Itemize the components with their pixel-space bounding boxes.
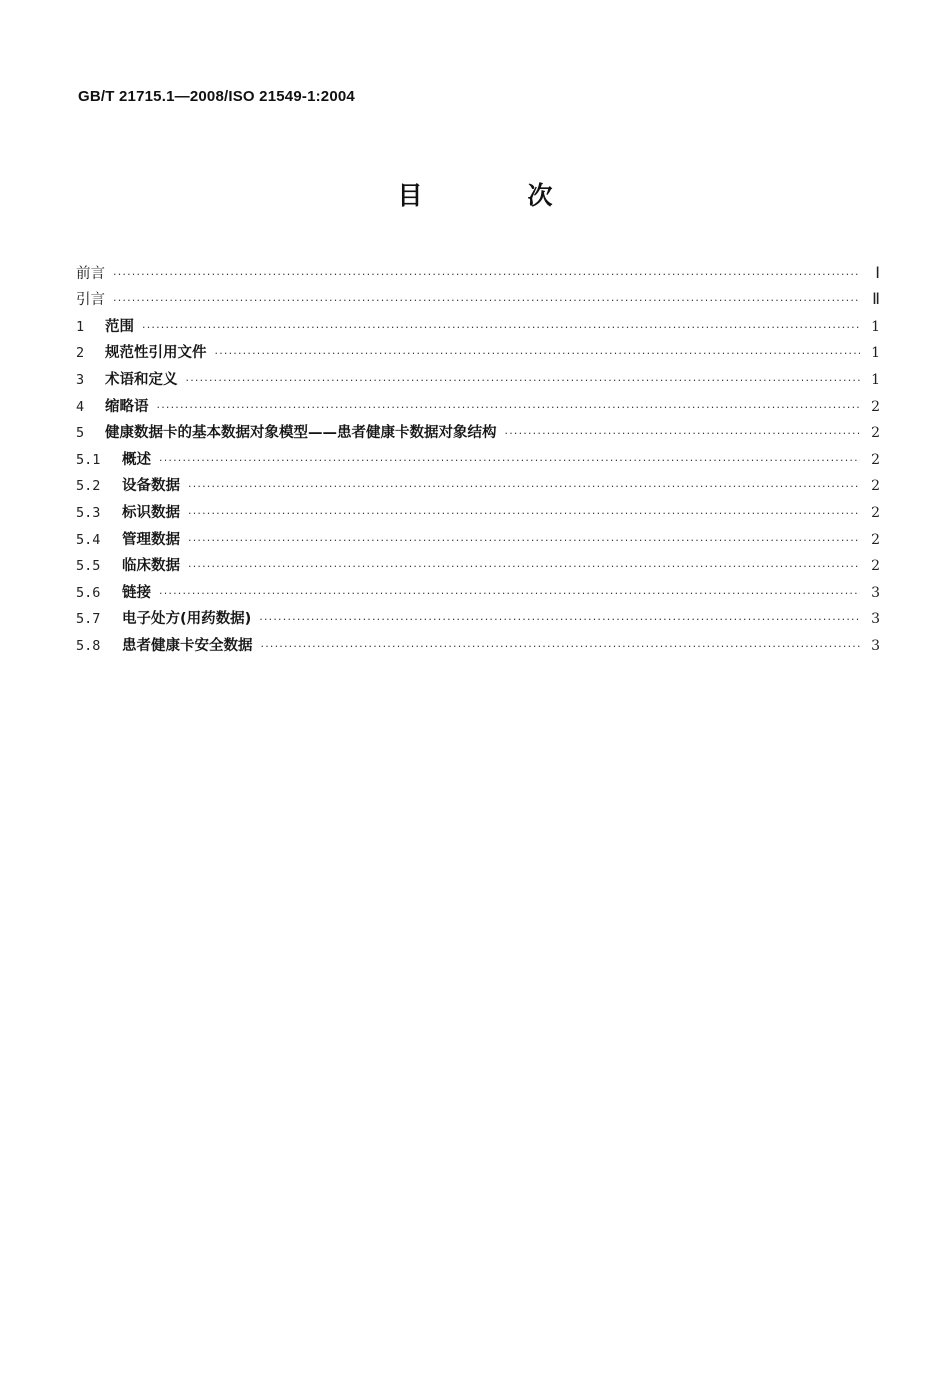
toc-entry-page: Ⅰ (875, 264, 880, 282)
dot-leader (188, 505, 860, 523)
toc-entry-number: 5 (76, 425, 85, 442)
toc-entry-page: 2 (871, 558, 880, 575)
toc-entry-label: 标识数据 (122, 504, 180, 521)
dot-leader (142, 319, 860, 337)
dot-leader (261, 638, 861, 656)
toc-entry-label: 患者健康卡安全数据 (122, 637, 253, 654)
dot-leader (188, 532, 860, 550)
toc-entry-label: 缩略语 (105, 398, 149, 415)
dot-leader (188, 558, 860, 576)
toc-entry-number: 5.1 (76, 451, 101, 468)
toc-entry-5[interactable] (76, 417, 880, 444)
toc-entry-5-1[interactable] (76, 443, 880, 470)
toc-entry-5-4[interactable] (76, 523, 880, 550)
dot-leader (113, 292, 860, 310)
toc-entry-5-7[interactable] (76, 603, 880, 630)
table-of-contents (76, 257, 880, 656)
toc-entry-number: 5.8 (76, 637, 101, 654)
toc-entry-label: 临床数据 (122, 558, 180, 575)
toc-entry-5-8[interactable] (76, 629, 880, 656)
toc-entry-number: 3 (76, 371, 85, 388)
toc-entry-2[interactable] (76, 337, 880, 364)
toc-entry-number: 5.2 (76, 478, 101, 495)
toc-entry-introduction[interactable] (76, 284, 880, 311)
toc-entry-page: 1 (871, 371, 880, 388)
toc-title: 目 次 (397, 181, 593, 210)
toc-entry-page: 2 (871, 504, 880, 521)
toc-entry-number: 4 (76, 398, 85, 415)
dot-leader (186, 372, 861, 390)
toc-entry-label: 术语和定义 (105, 371, 178, 388)
toc-entry-3[interactable] (76, 363, 880, 390)
dot-leader (505, 425, 861, 443)
toc-entry-page: Ⅱ (872, 291, 880, 309)
toc-entry-label: 链接 (122, 584, 151, 601)
toc-entry-page: 2 (871, 531, 880, 548)
toc-entry-label: 管理数据 (122, 531, 180, 548)
toc-entry-number: 5.3 (76, 504, 101, 521)
toc-entry-page: 2 (871, 398, 880, 415)
dot-leader (188, 478, 860, 496)
toc-entry-label: 规范性引用文件 (105, 345, 207, 362)
standard-code: GB/T 21715.1—2008/ISO 21549-1:2004 (78, 88, 355, 105)
toc-entry-page: 2 (871, 425, 880, 442)
toc-entry-label: 健康数据卡的基本数据对象模型——患者健康卡数据对象结构 (105, 425, 497, 442)
toc-entry-number: 5.7 (76, 611, 101, 628)
toc-entry-5-6[interactable] (76, 576, 880, 603)
toc-entry-page: 2 (871, 478, 880, 495)
toc-entry-preface[interactable] (76, 257, 880, 284)
dot-leader (157, 399, 861, 417)
toc-entry-1[interactable] (76, 310, 880, 337)
toc-entry-page: 2 (871, 451, 880, 468)
toc-entry-page: 1 (871, 318, 880, 335)
toc-entry-5-3[interactable] (76, 496, 880, 523)
toc-entry-page: 1 (871, 345, 880, 362)
toc-entry-page: 3 (871, 637, 880, 654)
toc-entry-label: 前言 (76, 265, 105, 282)
toc-entry-label: 引言 (76, 292, 105, 309)
toc-entry-number: 5.4 (76, 531, 101, 548)
toc-entry-label: 范围 (105, 318, 134, 335)
dot-leader (259, 611, 860, 629)
toc-entry-number: 1 (76, 318, 85, 335)
dot-leader (113, 266, 860, 284)
dot-leader (215, 345, 861, 363)
toc-entry-label: 设备数据 (122, 478, 180, 495)
toc-entry-label: 电子处方(用药数据) (122, 611, 252, 628)
toc-entry-page: 3 (871, 611, 880, 628)
toc-entry-5-5[interactable] (76, 550, 880, 577)
toc-entry-page: 3 (871, 584, 880, 601)
toc-entry-number: 5.5 (76, 558, 101, 575)
dot-leader (159, 452, 860, 470)
dot-leader (159, 585, 860, 603)
toc-entry-number: 2 (76, 345, 85, 362)
toc-entry-number: 5.6 (76, 584, 101, 601)
toc-entry-label: 概述 (122, 451, 151, 468)
toc-entry-4[interactable] (76, 390, 880, 417)
toc-entry-5-2[interactable] (76, 470, 880, 497)
